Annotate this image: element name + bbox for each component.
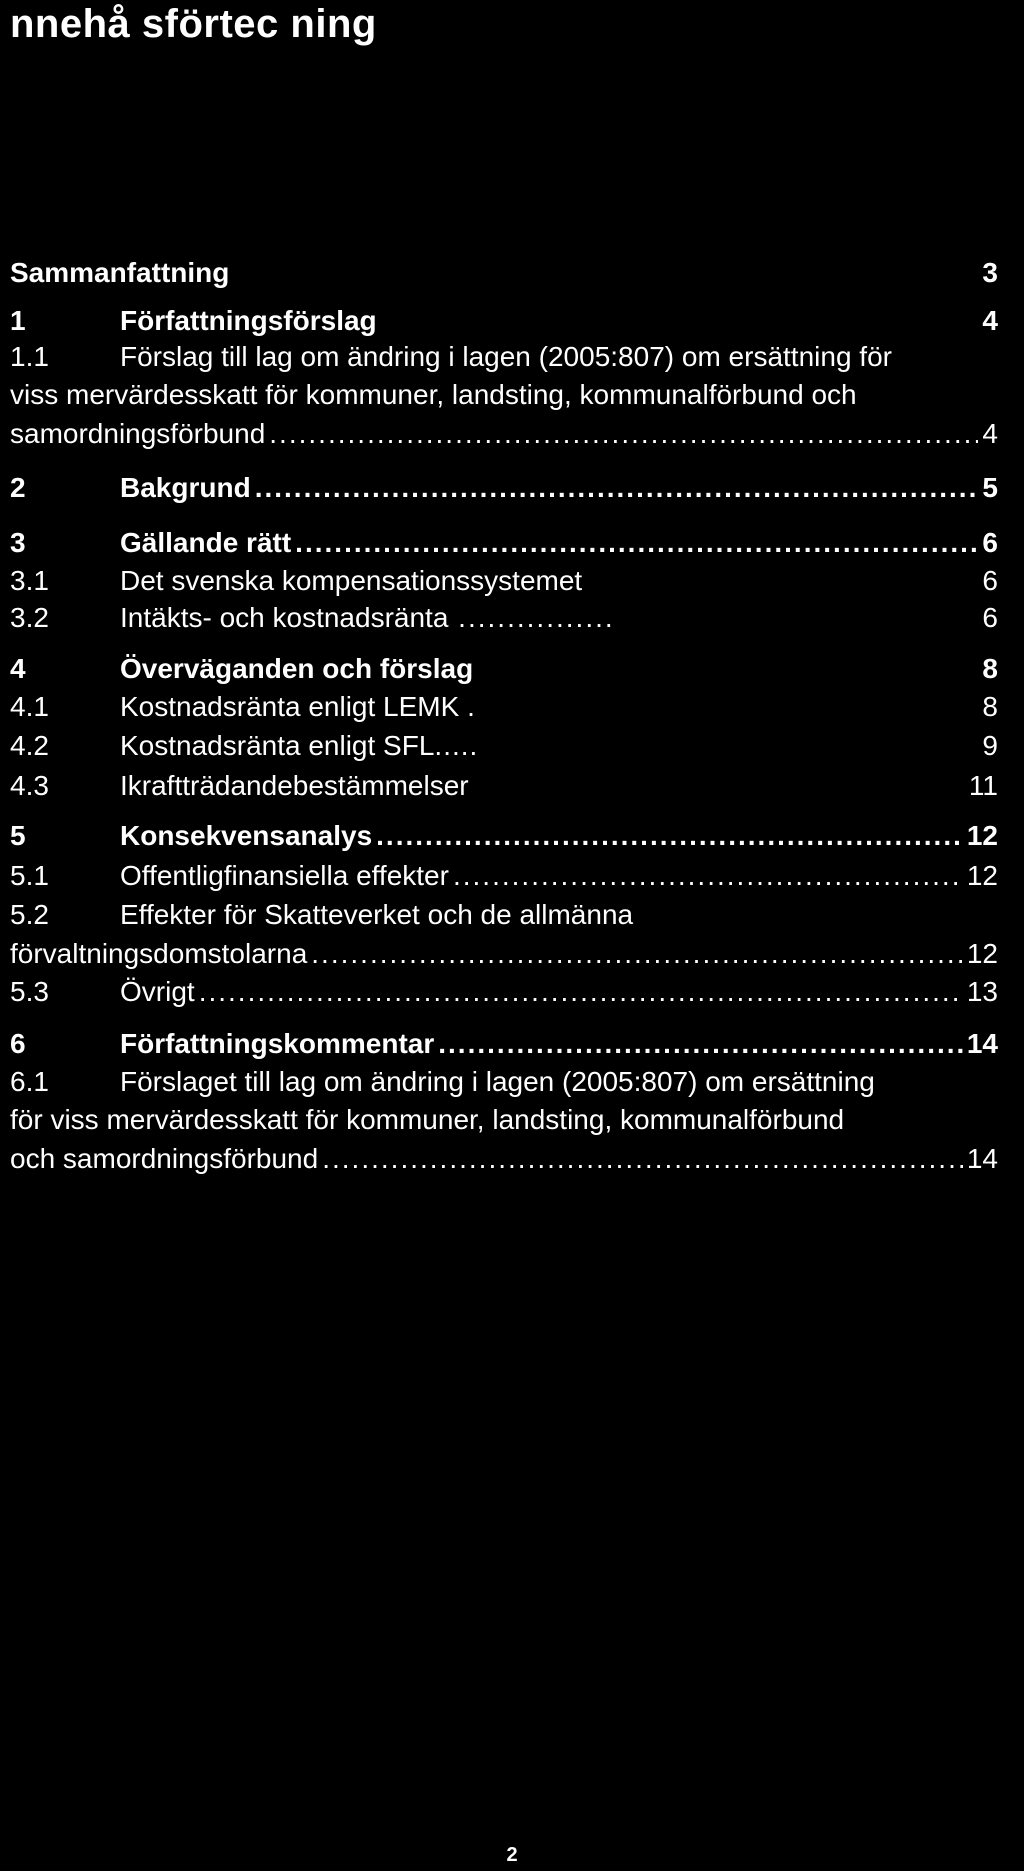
toc-entry-page: 3 bbox=[982, 257, 998, 288]
toc-entry-5-2-line-1[interactable] bbox=[10, 894, 998, 936]
toc-entry-number: 3.1 bbox=[10, 565, 49, 596]
toc-entry-4-1[interactable] bbox=[10, 686, 998, 728]
toc-entry-title-part: Förslaget till lag om ändring i lagen (2005:807) om ersättning bbox=[120, 1066, 875, 1097]
toc-entry-summary[interactable] bbox=[10, 252, 998, 294]
toc-entry-6-1-line-3[interactable] bbox=[10, 1138, 998, 1180]
dot-leader bbox=[295, 522, 978, 564]
toc-leader-line bbox=[10, 1138, 998, 1180]
dot-leader: . bbox=[459, 691, 475, 722]
dot-leader bbox=[322, 1138, 963, 1180]
dot-leader bbox=[311, 933, 963, 975]
toc-entry-3-2[interactable] bbox=[10, 597, 998, 639]
toc-entry-title: Bakgrund bbox=[120, 472, 251, 503]
toc-entry-number: 5.2 bbox=[10, 899, 49, 930]
toc-entry-page: 12 bbox=[966, 938, 998, 969]
toc-entry-title-part: viss mervärdesskatt för kommuner, landsting, kommunalförbund och bbox=[10, 379, 857, 410]
toc-entry-page: 9 bbox=[982, 730, 998, 761]
toc-entry-4-3[interactable] bbox=[10, 765, 998, 807]
toc-leader-line bbox=[10, 933, 998, 975]
toc-entry-number: 2 bbox=[10, 472, 26, 503]
dot-leader: ................ bbox=[448, 602, 615, 633]
dot-leader bbox=[453, 855, 963, 897]
toc-entry-number: 1 bbox=[10, 305, 26, 336]
toc-entry-title: Sammanfattning bbox=[10, 257, 230, 288]
toc-entry-title bbox=[120, 597, 615, 639]
toc-entry-1-1-line-1[interactable] bbox=[10, 336, 998, 378]
toc-entry-6-1-line-1[interactable] bbox=[10, 1061, 998, 1103]
toc-entry-title: Det svenska kompensationssystemet bbox=[120, 565, 583, 596]
toc-entry-page: 14 bbox=[966, 1143, 998, 1174]
toc-entry-number: 5 bbox=[10, 820, 26, 851]
table-of-contents bbox=[10, 0, 998, 1871]
toc-leader-line bbox=[120, 815, 998, 857]
toc-entry-number: 5.1 bbox=[10, 860, 49, 891]
toc-entry-3[interactable] bbox=[10, 522, 998, 564]
toc-entry-2[interactable] bbox=[10, 467, 998, 509]
toc-entry-number: 6 bbox=[10, 1028, 26, 1059]
toc-entry-title-part: förvaltningsdomstolarna bbox=[10, 938, 308, 969]
toc-entry-5-1[interactable] bbox=[10, 855, 998, 897]
toc-entry-1-1-line-2 bbox=[10, 374, 998, 416]
toc-entry-page: 12 bbox=[966, 820, 998, 851]
toc-leader-line bbox=[120, 855, 998, 897]
toc-entry-number: 4.3 bbox=[10, 770, 49, 801]
dot-leader: ..... bbox=[434, 730, 479, 761]
toc-entry-title-text: Intäkts- och kostnadsränta bbox=[120, 602, 449, 633]
toc-entry-title: Konsekvensanalys bbox=[120, 820, 373, 851]
toc-entry-page: 12 bbox=[966, 860, 998, 891]
toc-leader-line bbox=[120, 1023, 998, 1065]
toc-entry-title: Ikraftträdandebestämmelser bbox=[120, 770, 469, 801]
toc-entry-number: 3 bbox=[10, 527, 26, 558]
toc-entry-title-part: för viss mervärdesskatt för kommuner, landsting, kommunalförbund bbox=[10, 1104, 845, 1135]
page-title: nnehå sförtec ning bbox=[10, 2, 377, 46]
toc-entry-6[interactable] bbox=[10, 1023, 998, 1065]
toc-entry-title: Offentligfinansiella effekter bbox=[120, 860, 449, 891]
dot-leader bbox=[269, 413, 978, 455]
toc-entry-page: 14 bbox=[966, 1028, 998, 1059]
toc-entry-title: Överväganden och förslag bbox=[120, 653, 474, 684]
toc-entry-5[interactable] bbox=[10, 815, 998, 857]
dot-leader bbox=[376, 815, 963, 857]
page-number: 2 bbox=[506, 1844, 518, 1866]
toc-entry-title bbox=[120, 725, 478, 767]
toc-entry-title-text: Kostnadsränta enligt SFL bbox=[120, 730, 435, 761]
toc-entry-page: 6 bbox=[982, 527, 998, 558]
toc-entry-title: Gällande rätt bbox=[120, 527, 292, 558]
dot-leader bbox=[438, 1023, 963, 1065]
toc-entry-4-2[interactable] bbox=[10, 725, 998, 767]
toc-entry-page: 6 bbox=[982, 602, 998, 633]
toc-entry-5-2-line-2[interactable] bbox=[10, 933, 998, 975]
toc-entry-number: 1.1 bbox=[10, 341, 49, 372]
toc-entry-title-part: och samordningsförbund bbox=[10, 1143, 319, 1174]
toc-entry-number: 4.1 bbox=[10, 691, 49, 722]
dot-leader bbox=[199, 971, 963, 1013]
toc-entry-4[interactable] bbox=[10, 648, 998, 690]
toc-entry-page: 6 bbox=[982, 565, 998, 596]
toc-leader-line bbox=[120, 522, 998, 564]
toc-entry-number: 4 bbox=[10, 653, 26, 684]
toc-entry-page: 4 bbox=[982, 418, 998, 449]
toc-entry-6-1-line-2 bbox=[10, 1099, 998, 1141]
dot-leader bbox=[255, 467, 979, 509]
toc-entry-title-part: samordningsförbund bbox=[10, 418, 266, 449]
toc-entry-title-text: Kostnadsränta enligt LEMK bbox=[120, 691, 460, 722]
toc-entry-3-1[interactable] bbox=[10, 560, 998, 602]
toc-entry-title: Författningsförslag bbox=[120, 305, 377, 336]
toc-entry-page: 4 bbox=[982, 305, 998, 336]
toc-entry-number: 4.2 bbox=[10, 730, 49, 761]
toc-entry-number: 6.1 bbox=[10, 1066, 49, 1097]
toc-entry-number: 3.2 bbox=[10, 602, 49, 633]
toc-entry-page: 5 bbox=[982, 472, 998, 503]
toc-entry-title: Författningskommentar bbox=[120, 1028, 435, 1059]
toc-entry-page: 11 bbox=[968, 770, 998, 801]
toc-entry-page: 8 bbox=[982, 653, 998, 684]
toc-entry-title-part: Förslag till lag om ändring i lagen (2005:807) om ersättning för bbox=[120, 341, 892, 372]
toc-leader-line bbox=[10, 413, 998, 455]
toc-entry-title-part: Effekter för Skatteverket och de allmänna bbox=[120, 899, 634, 930]
toc-entry-5-3[interactable] bbox=[10, 971, 998, 1013]
toc-entry-page: 8 bbox=[982, 691, 998, 722]
toc-leader-line bbox=[120, 467, 998, 509]
toc-entry-title bbox=[120, 686, 475, 728]
toc-leader-line bbox=[120, 971, 998, 1013]
toc-entry-1-1-line-3[interactable] bbox=[10, 413, 998, 455]
toc-entry-page: 13 bbox=[966, 976, 998, 1007]
toc-entry-number: 5.3 bbox=[10, 976, 49, 1007]
toc-entry-title: Övrigt bbox=[120, 976, 195, 1007]
